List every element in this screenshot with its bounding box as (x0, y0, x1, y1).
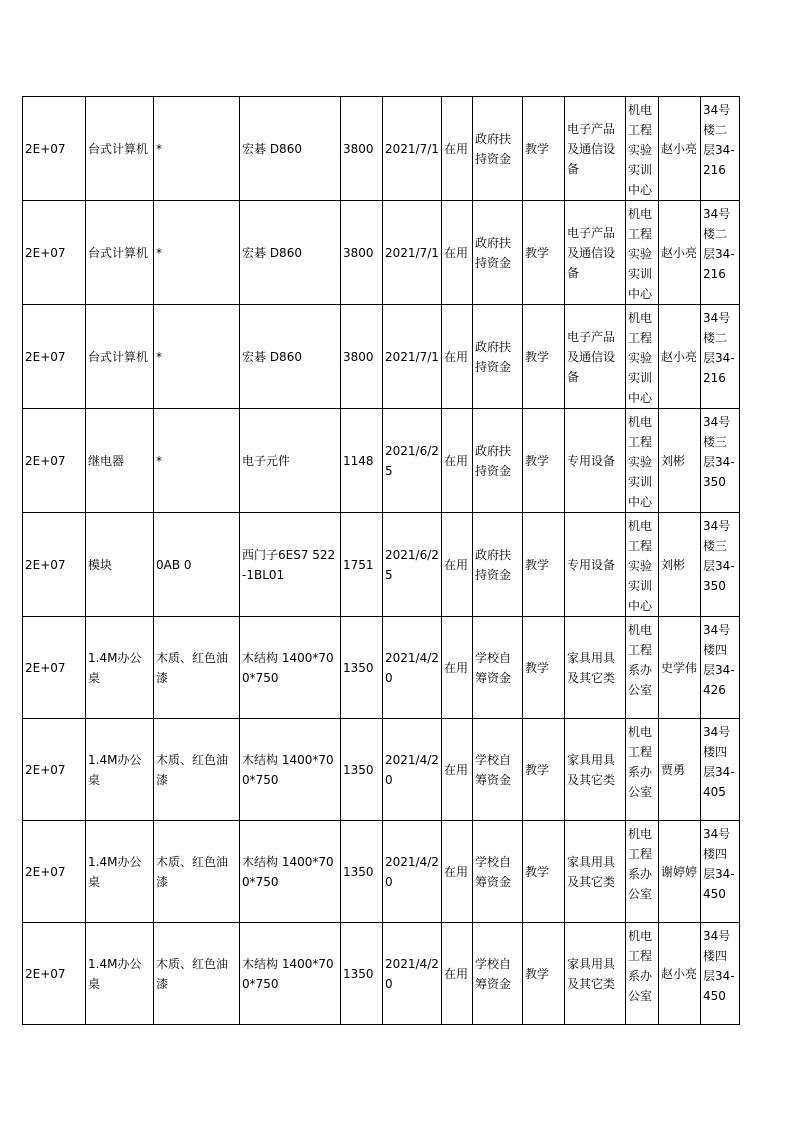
cell-date: 2021/7/1 (383, 305, 442, 409)
cell-category: 家具用具及其它类 (565, 923, 626, 1025)
cell-name: 模块 (86, 513, 154, 617)
cell-usage: 教学 (523, 923, 565, 1025)
cell-name: 台式计算机 (86, 305, 154, 409)
cell-name: 台式计算机 (86, 97, 154, 201)
cell-dept: 机电工程系办公室 (626, 719, 659, 821)
cell-price: 1350 (341, 821, 383, 923)
cell-price: 3800 (341, 97, 383, 201)
cell-model: 宏碁 D860 (240, 305, 341, 409)
cell-category: 电子产品及通信设备 (565, 201, 626, 305)
cell-price: 1350 (341, 719, 383, 821)
table-row (23, 617, 740, 719)
cell-category: 专用设备 (565, 409, 626, 513)
cell-id: 2E+07 (23, 409, 86, 513)
cell-id: 2E+07 (23, 201, 86, 305)
cell-name: 1.4M办公桌 (86, 719, 154, 821)
cell-spec: * (154, 305, 240, 409)
cell-price: 1350 (341, 923, 383, 1025)
cell-fund: 政府扶持资金 (473, 201, 523, 305)
cell-date: 2021/6/25 (383, 513, 442, 617)
cell-status: 在用 (442, 97, 473, 201)
cell-model: 宏碁 D860 (240, 201, 341, 305)
cell-person: 赵小亮 (659, 923, 701, 1025)
cell-date: 2021/6/25 (383, 409, 442, 513)
cell-status: 在用 (442, 821, 473, 923)
table-body (23, 97, 740, 1025)
cell-location: 34号楼二层34-216 (701, 97, 740, 201)
table-row (23, 201, 740, 305)
cell-date: 2021/7/1 (383, 97, 442, 201)
cell-spec: 0AB 0 (154, 513, 240, 617)
cell-name: 1.4M办公桌 (86, 617, 154, 719)
cell-usage: 教学 (523, 719, 565, 821)
cell-fund: 政府扶持资金 (473, 305, 523, 409)
cell-location: 34号楼三层34-350 (701, 513, 740, 617)
cell-location: 34号楼四层34-450 (701, 821, 740, 923)
cell-fund: 政府扶持资金 (473, 97, 523, 201)
cell-category: 家具用具及其它类 (565, 821, 626, 923)
cell-dept: 机电工程实验实训中心 (626, 409, 659, 513)
cell-person: 赵小亮 (659, 97, 701, 201)
table-row (23, 719, 740, 821)
cell-price: 1148 (341, 409, 383, 513)
cell-usage: 教学 (523, 305, 565, 409)
cell-location: 34号楼四层34-426 (701, 617, 740, 719)
cell-location: 34号楼四层34-450 (701, 923, 740, 1025)
cell-date: 2021/4/20 (383, 821, 442, 923)
cell-date: 2021/4/20 (383, 719, 442, 821)
cell-usage: 教学 (523, 97, 565, 201)
cell-usage: 教学 (523, 617, 565, 719)
cell-id: 2E+07 (23, 617, 86, 719)
table-row (23, 821, 740, 923)
cell-location: 34号楼二层34-216 (701, 201, 740, 305)
cell-dept: 机电工程实验实训中心 (626, 305, 659, 409)
cell-location: 34号楼二层34-216 (701, 305, 740, 409)
cell-model: 木结构 1400*700*750 (240, 719, 341, 821)
cell-dept: 机电工程系办公室 (626, 821, 659, 923)
cell-dept: 机电工程实验实训中心 (626, 513, 659, 617)
cell-price: 3800 (341, 201, 383, 305)
cell-category: 家具用具及其它类 (565, 617, 626, 719)
cell-category: 电子产品及通信设备 (565, 305, 626, 409)
cell-status: 在用 (442, 513, 473, 617)
cell-id: 2E+07 (23, 513, 86, 617)
cell-id: 2E+07 (23, 821, 86, 923)
cell-usage: 教学 (523, 409, 565, 513)
cell-person: 谢婷婷 (659, 821, 701, 923)
cell-person: 刘彬 (659, 409, 701, 513)
cell-fund: 政府扶持资金 (473, 409, 523, 513)
cell-spec: 木质、红色油漆 (154, 719, 240, 821)
cell-person: 贾勇 (659, 719, 701, 821)
cell-spec: 木质、红色油漆 (154, 923, 240, 1025)
cell-name: 台式计算机 (86, 201, 154, 305)
cell-model: 宏碁 D860 (240, 97, 341, 201)
cell-spec: 木质、红色油漆 (154, 821, 240, 923)
cell-fund: 学校自筹资金 (473, 821, 523, 923)
cell-dept: 机电工程实验实训中心 (626, 97, 659, 201)
cell-status: 在用 (442, 923, 473, 1025)
cell-spec: * (154, 201, 240, 305)
cell-person: 赵小亮 (659, 305, 701, 409)
cell-dept: 机电工程系办公室 (626, 923, 659, 1025)
cell-dept: 机电工程实验实训中心 (626, 201, 659, 305)
cell-status: 在用 (442, 305, 473, 409)
cell-id: 2E+07 (23, 97, 86, 201)
cell-status: 在用 (442, 719, 473, 821)
cell-id: 2E+07 (23, 305, 86, 409)
asset-table-container (22, 96, 740, 1025)
cell-status: 在用 (442, 617, 473, 719)
cell-status: 在用 (442, 409, 473, 513)
cell-fund: 学校自筹资金 (473, 719, 523, 821)
cell-fund: 学校自筹资金 (473, 617, 523, 719)
cell-category: 电子产品及通信设备 (565, 97, 626, 201)
cell-person: 赵小亮 (659, 201, 701, 305)
cell-model: 木结构 1400*700*750 (240, 617, 341, 719)
table-row (23, 409, 740, 513)
cell-fund: 政府扶持资金 (473, 513, 523, 617)
cell-model: 木结构 1400*700*750 (240, 923, 341, 1025)
table-row (23, 97, 740, 201)
cell-name: 继电器 (86, 409, 154, 513)
cell-price: 1350 (341, 617, 383, 719)
asset-table (22, 96, 740, 1025)
table-row (23, 923, 740, 1025)
cell-category: 专用设备 (565, 513, 626, 617)
cell-id: 2E+07 (23, 923, 86, 1025)
cell-spec: * (154, 97, 240, 201)
cell-person: 史学伟 (659, 617, 701, 719)
cell-name: 1.4M办公桌 (86, 821, 154, 923)
cell-usage: 教学 (523, 513, 565, 617)
cell-person: 刘彬 (659, 513, 701, 617)
cell-name: 1.4M办公桌 (86, 923, 154, 1025)
cell-id: 2E+07 (23, 719, 86, 821)
cell-category: 家具用具及其它类 (565, 719, 626, 821)
cell-usage: 教学 (523, 201, 565, 305)
cell-date: 2021/7/1 (383, 201, 442, 305)
table-row (23, 513, 740, 617)
cell-status: 在用 (442, 201, 473, 305)
cell-price: 3800 (341, 305, 383, 409)
cell-model: 电子元件 (240, 409, 341, 513)
cell-price: 1751 (341, 513, 383, 617)
cell-location: 34号楼四层34-405 (701, 719, 740, 821)
cell-location: 34号楼三层34-350 (701, 409, 740, 513)
cell-spec: * (154, 409, 240, 513)
cell-date: 2021/4/20 (383, 617, 442, 719)
cell-model: 木结构 1400*700*750 (240, 821, 341, 923)
table-row (23, 305, 740, 409)
cell-fund: 学校自筹资金 (473, 923, 523, 1025)
cell-spec: 木质、红色油漆 (154, 617, 240, 719)
cell-date: 2021/4/20 (383, 923, 442, 1025)
cell-usage: 教学 (523, 821, 565, 923)
cell-model: 西门子6ES7 522-1BL01 (240, 513, 341, 617)
cell-dept: 机电工程系办公室 (626, 617, 659, 719)
